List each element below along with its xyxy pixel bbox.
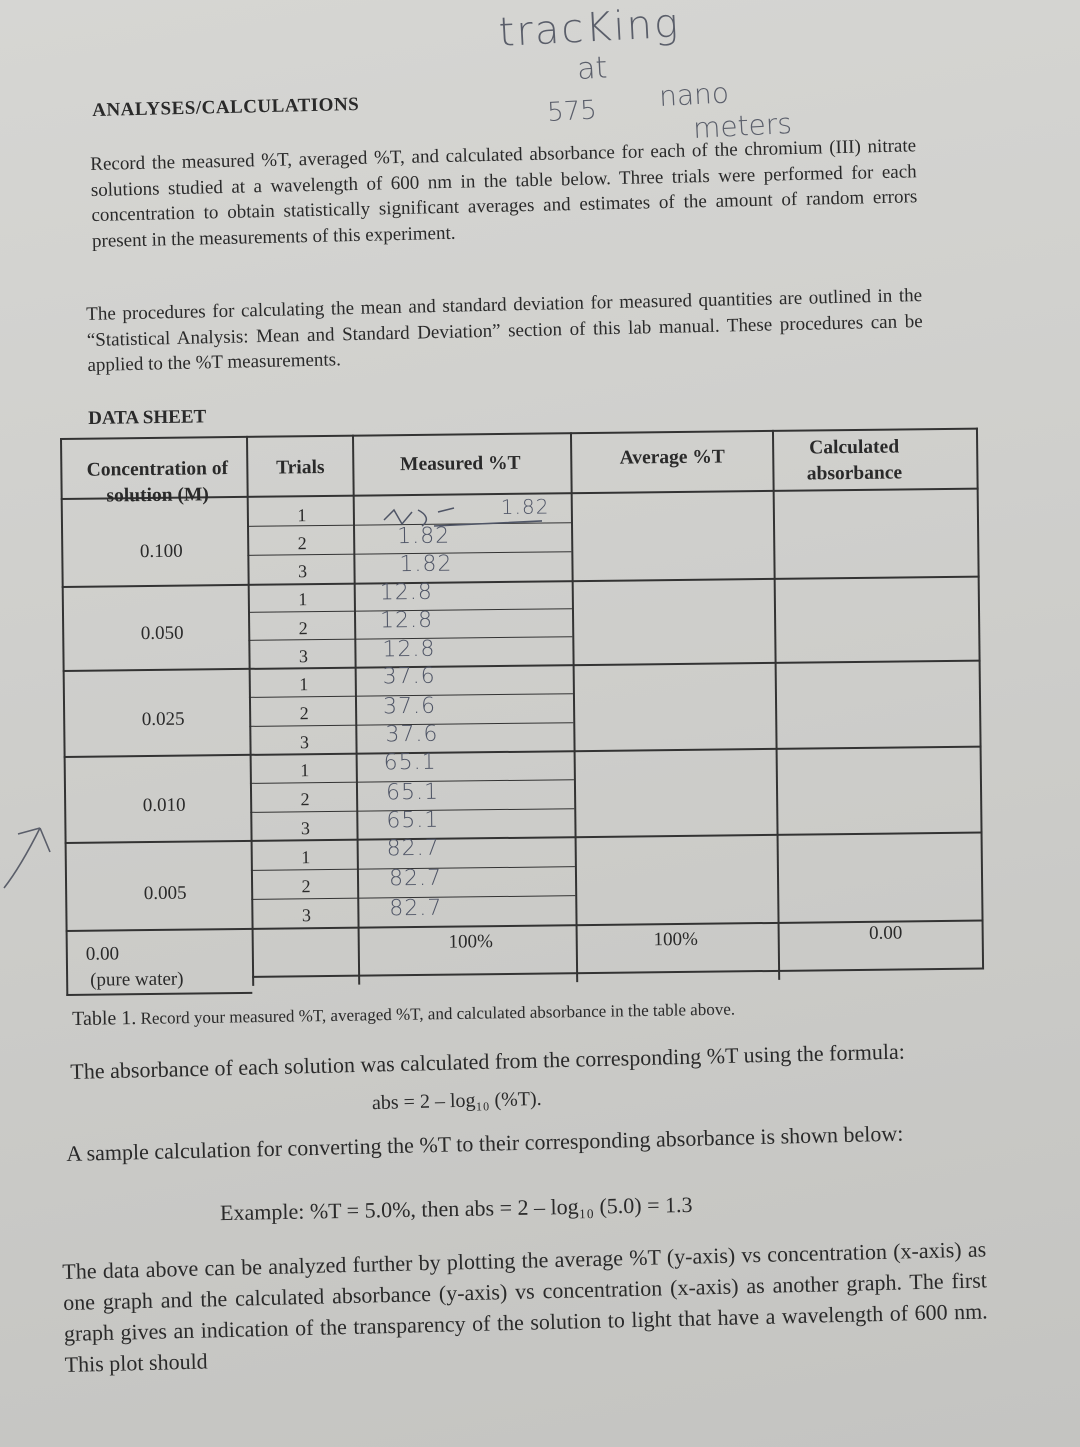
water-average: 100% <box>653 928 699 951</box>
trial-number: 2 <box>297 533 307 554</box>
water-concentration: 0.00 <box>85 943 120 965</box>
trial-number: 2 <box>301 876 311 897</box>
measured-value: 12.8 <box>379 607 434 634</box>
handwritten-note-575: 575 <box>546 95 598 128</box>
measured-value: 82.7 <box>389 895 443 922</box>
analyses-paragraph-1: Record the measured %T, averaged %T, and calculated absorbance for each of the chromium (III) nitrate solutions studied at a wavelength of 600 nm in the table below. Three trials were performed for each concentration to obtain statistically significant averages and estimates of the amount of random errors present in the measurements of this experiment. <box>90 135 918 252</box>
water-label: (pure water) <box>90 968 184 991</box>
measured-value: 12.8 <box>379 579 433 606</box>
trial-number: 1 <box>301 847 311 868</box>
handwritten-note-nano: nano <box>658 76 730 113</box>
trial-number: 3 <box>301 905 312 926</box>
concentration-0025: 0.025 <box>141 708 185 731</box>
concentration-0010: 0.010 <box>142 794 186 817</box>
measured-value: 37.6 <box>385 721 439 748</box>
header-average: Average %T <box>619 446 725 469</box>
measured-value: 37.6 <box>382 693 437 720</box>
measured-value: 1.82 <box>500 494 550 520</box>
measured-value: 1.82 <box>399 551 453 578</box>
trial-number: 3 <box>298 646 309 667</box>
handwritten-note-tracking: tracKing <box>497 0 682 57</box>
analysis-paragraph: The data above can be analyzed further by plotting the average %T (y-axis) vs concentration (x-axis) as one graph and the calculated absorbance (y-axis) vs concentration (x-axis) as another graph. The first graph gives an indication of the transparency of the solution to light that have a wavelength of 600 nm. This plot should <box>62 1236 988 1377</box>
table-caption <box>72 998 735 1031</box>
concentration-0100: 0.100 <box>139 540 183 563</box>
datasheet-heading: DATA SHEET <box>88 406 207 429</box>
trial-number: 1 <box>299 674 309 695</box>
concentration-0005: 0.005 <box>143 882 187 905</box>
sample-paragraph: A sample calculation for converting the %T to their corresponding absorbance is shown below: <box>66 1120 904 1166</box>
absorbance-formula: abs = 2 – log₁₀ (%T). <box>371 1087 542 1115</box>
trial-number: 2 <box>298 618 308 639</box>
measured-value: 65.1 <box>386 807 440 834</box>
trial-number: 1 <box>297 505 307 526</box>
measured-value: 65.1 <box>385 779 440 806</box>
trial-number: 3 <box>299 732 310 753</box>
absorbance-paragraph: The absorbance of each solution was calculated from the corresponding %T using the formula: <box>70 1038 906 1084</box>
trial-number: 1 <box>300 760 310 781</box>
trial-number: 1 <box>298 589 308 610</box>
scribble-mark <box>382 506 542 536</box>
header-measured: Measured %T <box>399 452 521 476</box>
header-absorbance: Calculated absorbance <box>806 436 903 485</box>
analyses-paragraph-2: The procedures for calculating the mean and standard deviation for measured quantities are outlined in the “Statistical Analysis: Mean and Standard Deviation” section of this lab manual. These procedures can be applied to the %T measurements. <box>86 285 923 376</box>
measured-value: 12.8 <box>382 636 436 663</box>
table-caption-text: Record your measured %T, averaged %T, and calculated absorbance in the table above. <box>140 999 736 1028</box>
measured-value: 1.82 <box>396 523 451 550</box>
concentration-0050: 0.050 <box>140 622 184 645</box>
measured-value: 82.7 <box>386 835 440 862</box>
water-absorbance: 0.00 <box>868 922 903 944</box>
water-measured: 100% <box>448 931 494 953</box>
analyses-heading: ANALYSES/CALCULATIONS <box>92 93 360 121</box>
measured-value: 65.1 <box>383 749 437 776</box>
example-calculation: Example: %T = 5.0%, then abs = 2 – log₁₀ (5.0) = 1.3 <box>219 1191 693 1226</box>
table-caption-prefix: Table 1. <box>72 1006 137 1030</box>
trial-number: 2 <box>300 789 310 810</box>
header-trials: Trials <box>276 457 325 479</box>
trial-number: 3 <box>297 561 308 582</box>
margin-arrow <box>0 810 60 890</box>
header-concentration: Concentration of solution (M) <box>86 458 229 507</box>
handwritten-note-at: at <box>576 50 609 87</box>
trial-number: 3 <box>300 818 311 839</box>
trial-number: 2 <box>299 703 309 724</box>
measured-value: 82.7 <box>388 865 443 892</box>
measured-value: 37.6 <box>382 663 436 690</box>
handwritten-note-meters: meters <box>692 106 793 145</box>
